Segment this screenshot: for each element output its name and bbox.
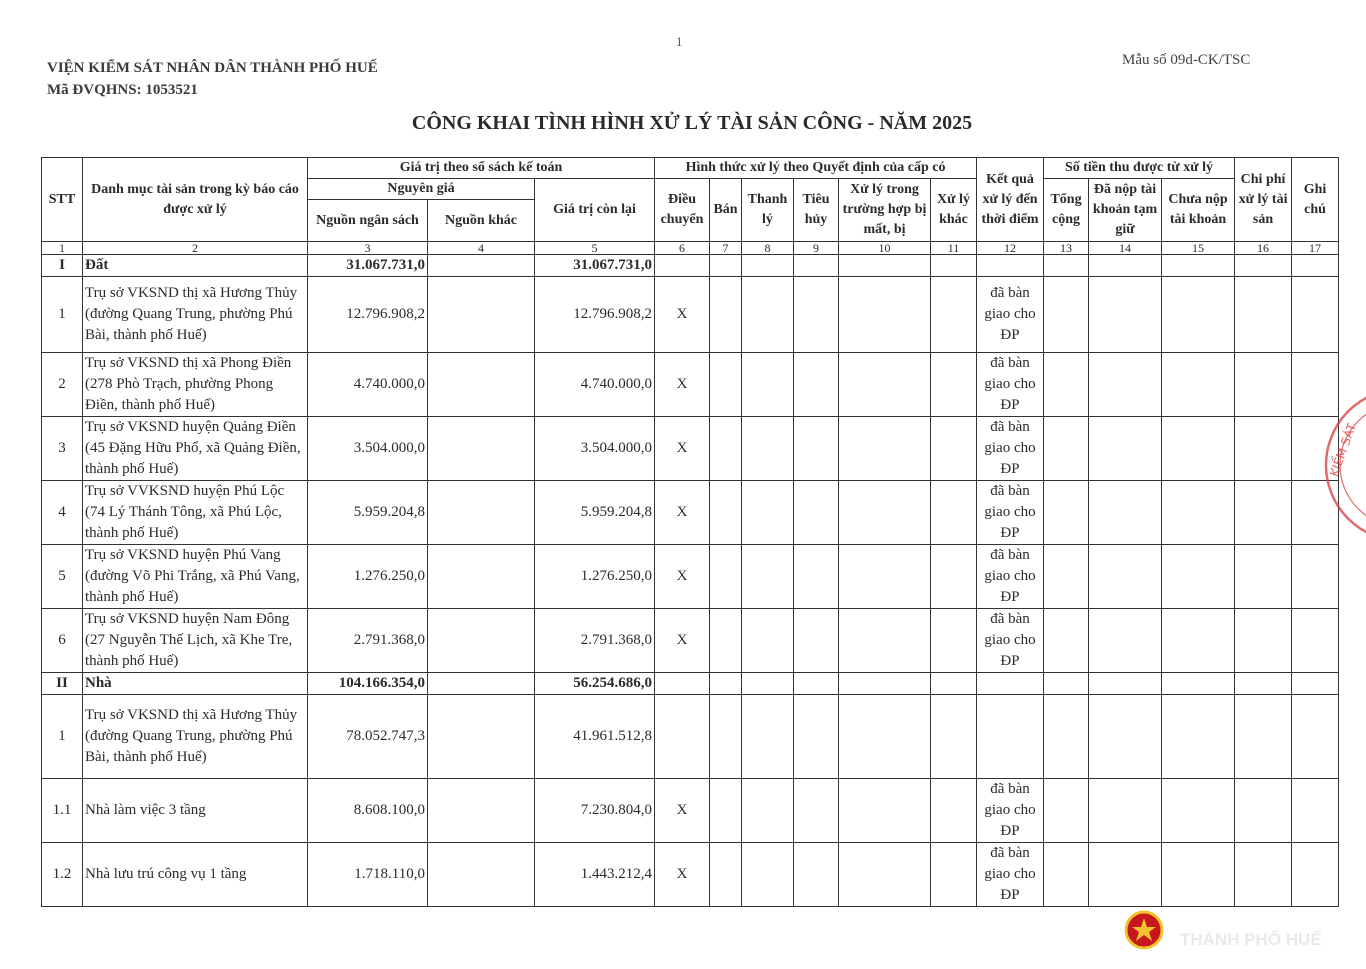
header-other-source: Nguồn khác bbox=[428, 200, 535, 242]
column-number: 11 bbox=[931, 242, 977, 255]
other-handling-cell bbox=[931, 695, 977, 779]
other-handling-cell bbox=[931, 673, 977, 695]
header-not-paid: Chưa nộp tài khoản bbox=[1162, 179, 1235, 242]
column-number: 17 bbox=[1292, 242, 1339, 255]
loss-cell bbox=[839, 779, 931, 843]
remaining-value-cell: 1.276.250,0 bbox=[535, 545, 655, 609]
header-destroy: Tiêu hủy bbox=[794, 179, 839, 242]
loss-cell bbox=[839, 277, 931, 353]
total-cell bbox=[1044, 417, 1089, 481]
cost-cell bbox=[1235, 779, 1292, 843]
remaining-value-cell: 56.254.686,0 bbox=[535, 673, 655, 695]
remaining-value-cell: 3.504.000,0 bbox=[535, 417, 655, 481]
result-cell: đã bàn giao cho ĐP bbox=[977, 779, 1044, 843]
asset-name-cell: Trụ sở VKSND huyện Quảng Điền (45 Đặng Hữu Phổ, xã Quảng Điền, thành phố Huế) bbox=[83, 417, 308, 481]
destroy-cell bbox=[794, 779, 839, 843]
sell-cell bbox=[710, 255, 742, 277]
column-number: 2 bbox=[83, 242, 308, 255]
header-remaining-value: Giá trị còn lại bbox=[535, 179, 655, 242]
asset-name-cell: Trụ sở VKSND huyện Phú Vang (đường Võ Phi Trắng, xã Phú Vang, thành phố Huế) bbox=[83, 545, 308, 609]
column-number: 1 bbox=[42, 242, 83, 255]
header-liquidate: Thanh lý bbox=[742, 179, 794, 242]
not-paid-cell bbox=[1162, 277, 1235, 353]
asset-name-cell: Trụ sở VVKSND huyện Phú Lộc (74 Lý Thánh Tông, xã Phú Lộc, thành phố Huế) bbox=[83, 481, 308, 545]
liquidate-cell bbox=[742, 481, 794, 545]
destroy-cell bbox=[794, 673, 839, 695]
stt-cell: 2 bbox=[42, 353, 83, 417]
column-number: 10 bbox=[839, 242, 931, 255]
not-paid-cell bbox=[1162, 695, 1235, 779]
budget-value-cell: 8.608.100,0 bbox=[308, 779, 428, 843]
asset-name-cell: Trụ sở VKSND thị xã Hương Thủy (đường Quang Trung, phường Phú Bài, thành phố Huế) bbox=[83, 277, 308, 353]
budget-value-cell: 1.718.110,0 bbox=[308, 843, 428, 907]
table-row bbox=[42, 353, 1339, 417]
other-handling-cell bbox=[931, 481, 977, 545]
liquidate-cell bbox=[742, 779, 794, 843]
not-paid-cell bbox=[1162, 353, 1235, 417]
sell-cell bbox=[710, 481, 742, 545]
remaining-value-cell: 1.443.212,4 bbox=[535, 843, 655, 907]
section-row bbox=[42, 255, 1339, 277]
header-paid-temp: Đã nộp tài khoản tạm giữ bbox=[1089, 179, 1162, 242]
result-cell: đã bàn giao cho ĐP bbox=[977, 609, 1044, 673]
liquidate-cell bbox=[742, 695, 794, 779]
asset-disposal-table bbox=[41, 157, 1339, 907]
result-cell: đã bàn giao cho ĐP bbox=[977, 545, 1044, 609]
section-row bbox=[42, 673, 1339, 695]
cost-cell bbox=[1235, 481, 1292, 545]
header-loss: Xử lý trong trường hợp bị mất, bị bbox=[839, 179, 931, 242]
paid-temp-cell bbox=[1089, 255, 1162, 277]
sell-cell bbox=[710, 673, 742, 695]
note-cell bbox=[1292, 255, 1339, 277]
not-paid-cell bbox=[1162, 609, 1235, 673]
remaining-value-cell: 12.796.908,2 bbox=[535, 277, 655, 353]
transfer-mark-cell: X bbox=[655, 843, 710, 907]
table-row bbox=[42, 695, 1339, 779]
stt-cell: 3 bbox=[42, 417, 83, 481]
other-handling-cell bbox=[931, 843, 977, 907]
not-paid-cell bbox=[1162, 779, 1235, 843]
total-cell bbox=[1044, 255, 1089, 277]
cost-cell bbox=[1235, 609, 1292, 673]
liquidate-cell bbox=[742, 609, 794, 673]
paid-temp-cell bbox=[1089, 277, 1162, 353]
asset-name-cell: Nhà lưu trú công vụ 1 tầng bbox=[83, 843, 308, 907]
other-source-cell bbox=[428, 673, 535, 695]
destroy-cell bbox=[794, 481, 839, 545]
column-number: 8 bbox=[742, 242, 794, 255]
sell-cell bbox=[710, 277, 742, 353]
transfer-mark-cell: X bbox=[655, 481, 710, 545]
other-source-cell bbox=[428, 695, 535, 779]
transfer-mark-cell bbox=[655, 255, 710, 277]
paid-temp-cell bbox=[1089, 545, 1162, 609]
header-handling-form: Hình thức xử lý theo Quyết định của cấp có bbox=[655, 158, 977, 179]
other-handling-cell bbox=[931, 609, 977, 673]
asset-name-cell: Trụ sở VKSND thị xã Phong Điền (278 Phò Trạch, phường Phong Điền, thành phố Huế) bbox=[83, 353, 308, 417]
destroy-cell bbox=[794, 255, 839, 277]
paid-temp-cell bbox=[1089, 417, 1162, 481]
transfer-mark-cell bbox=[655, 673, 710, 695]
header-total: Tổng cộng bbox=[1044, 179, 1089, 242]
not-paid-cell bbox=[1162, 673, 1235, 695]
other-source-cell bbox=[428, 417, 535, 481]
result-cell: đã bàn giao cho ĐP bbox=[977, 843, 1044, 907]
liquidate-cell bbox=[742, 255, 794, 277]
budget-value-cell: 3.504.000,0 bbox=[308, 417, 428, 481]
paid-temp-cell bbox=[1089, 353, 1162, 417]
liquidate-cell bbox=[742, 673, 794, 695]
loss-cell bbox=[839, 417, 931, 481]
note-cell bbox=[1292, 843, 1339, 907]
liquidate-cell bbox=[742, 353, 794, 417]
column-number: 15 bbox=[1162, 242, 1235, 255]
transfer-mark-cell: X bbox=[655, 545, 710, 609]
other-handling-cell bbox=[931, 779, 977, 843]
table-row bbox=[42, 481, 1339, 545]
stt-cell: 1 bbox=[42, 695, 83, 779]
not-paid-cell bbox=[1162, 255, 1235, 277]
transfer-mark-cell: X bbox=[655, 609, 710, 673]
total-cell bbox=[1044, 779, 1089, 843]
header-original-price: Nguyên giá bbox=[308, 179, 535, 200]
form-code: Mẫu số 09d-CK/TSC bbox=[1122, 52, 1251, 68]
cost-cell bbox=[1235, 277, 1292, 353]
asset-name-cell: Nhà bbox=[83, 673, 308, 695]
destroy-cell bbox=[794, 417, 839, 481]
cost-cell bbox=[1235, 417, 1292, 481]
note-cell bbox=[1292, 545, 1339, 609]
liquidate-cell bbox=[742, 277, 794, 353]
remaining-value-cell: 7.230.804,0 bbox=[535, 779, 655, 843]
result-cell: đã bàn giao cho ĐP bbox=[977, 277, 1044, 353]
total-cell bbox=[1044, 545, 1089, 609]
budget-value-cell: 5.959.204,8 bbox=[308, 481, 428, 545]
watermark-text: THÀNH PHỐ HUẾ bbox=[1180, 930, 1322, 949]
column-number: 16 bbox=[1235, 242, 1292, 255]
destroy-cell bbox=[794, 545, 839, 609]
budget-value-cell: 1.276.250,0 bbox=[308, 545, 428, 609]
total-cell bbox=[1044, 277, 1089, 353]
other-source-cell bbox=[428, 255, 535, 277]
other-source-cell bbox=[428, 779, 535, 843]
note-cell bbox=[1292, 779, 1339, 843]
header-stt: STT bbox=[42, 158, 83, 242]
budget-value-cell: 12.796.908,2 bbox=[308, 277, 428, 353]
table-row bbox=[42, 843, 1339, 907]
loss-cell bbox=[839, 695, 931, 779]
column-number: 6 bbox=[655, 242, 710, 255]
destroy-cell bbox=[794, 609, 839, 673]
result-cell bbox=[977, 255, 1044, 277]
note-cell bbox=[1292, 673, 1339, 695]
red-seal-stamp bbox=[1320, 380, 1366, 550]
sell-cell bbox=[710, 545, 742, 609]
table-row bbox=[42, 545, 1339, 609]
unit-code: Mã ĐVQHNS: 1053521 bbox=[47, 82, 198, 98]
liquidate-cell bbox=[742, 843, 794, 907]
column-number: 12 bbox=[977, 242, 1044, 255]
column-number: 4 bbox=[428, 242, 535, 255]
other-source-cell bbox=[428, 609, 535, 673]
loss-cell bbox=[839, 481, 931, 545]
other-source-cell bbox=[428, 843, 535, 907]
not-paid-cell bbox=[1162, 417, 1235, 481]
total-cell bbox=[1044, 353, 1089, 417]
result-cell bbox=[977, 695, 1044, 779]
note-cell bbox=[1292, 277, 1339, 353]
page-number: 1 bbox=[676, 34, 683, 49]
cost-cell bbox=[1235, 353, 1292, 417]
document-title: CÔNG KHAI TÌNH HÌNH XỬ LÝ TÀI SẢN CÔNG - NĂM 2025 bbox=[411, 112, 973, 134]
budget-value-cell: 31.067.731,0 bbox=[308, 255, 428, 277]
remaining-value-cell: 5.959.204,8 bbox=[535, 481, 655, 545]
total-cell bbox=[1044, 609, 1089, 673]
cost-cell bbox=[1235, 255, 1292, 277]
remaining-value-cell: 41.961.512,8 bbox=[535, 695, 655, 779]
paid-temp-cell bbox=[1089, 779, 1162, 843]
other-handling-cell bbox=[931, 277, 977, 353]
asset-name-cell: Trụ sở VKSND huyện Nam Đông (27 Nguyễn Thế Lịch, xã Khe Tre, thành phố Huế) bbox=[83, 609, 308, 673]
total-cell bbox=[1044, 481, 1089, 545]
budget-value-cell: 4.740.000,0 bbox=[308, 353, 428, 417]
other-source-cell bbox=[428, 353, 535, 417]
other-handling-cell bbox=[931, 353, 977, 417]
header-note: Ghi chú bbox=[1292, 158, 1339, 242]
note-cell bbox=[1292, 695, 1339, 779]
budget-value-cell: 78.052.747,3 bbox=[308, 695, 428, 779]
loss-cell bbox=[839, 353, 931, 417]
cost-cell bbox=[1235, 843, 1292, 907]
liquidate-cell bbox=[742, 545, 794, 609]
other-handling-cell bbox=[931, 545, 977, 609]
sell-cell bbox=[710, 609, 742, 673]
column-number: 7 bbox=[710, 242, 742, 255]
header-cost: Chi phí xử lý tài sản bbox=[1235, 158, 1292, 242]
header-transfer: Điều chuyển bbox=[655, 179, 710, 242]
note-cell bbox=[1292, 609, 1339, 673]
table-row bbox=[42, 417, 1339, 481]
stt-cell: 1 bbox=[42, 277, 83, 353]
destroy-cell bbox=[794, 277, 839, 353]
sell-cell bbox=[710, 353, 742, 417]
header-result: Kết quả xử lý đến thời điểm bbox=[977, 158, 1044, 242]
cost-cell bbox=[1235, 695, 1292, 779]
stt-cell: 1.2 bbox=[42, 843, 83, 907]
sell-cell bbox=[710, 695, 742, 779]
loss-cell bbox=[839, 673, 931, 695]
header-budget-source: Nguồn ngân sách bbox=[308, 200, 428, 242]
remaining-value-cell: 2.791.368,0 bbox=[535, 609, 655, 673]
other-source-cell bbox=[428, 545, 535, 609]
sell-cell bbox=[710, 417, 742, 481]
result-cell: đã bàn giao cho ĐP bbox=[977, 353, 1044, 417]
transfer-mark-cell: X bbox=[655, 417, 710, 481]
liquidate-cell bbox=[742, 417, 794, 481]
svg-text:KIỂM SÁT: KIỂM SÁT bbox=[1326, 421, 1360, 479]
column-number: 14 bbox=[1089, 242, 1162, 255]
table-row bbox=[42, 779, 1339, 843]
stt-cell: I bbox=[42, 255, 83, 277]
column-number: 5 bbox=[535, 242, 655, 255]
header-other-handling: Xử lý khác bbox=[931, 179, 977, 242]
result-cell: đã bàn giao cho ĐP bbox=[977, 481, 1044, 545]
total-cell bbox=[1044, 673, 1089, 695]
transfer-mark-cell: X bbox=[655, 277, 710, 353]
asset-name-cell: Nhà làm việc 3 tầng bbox=[83, 779, 308, 843]
stt-cell: 5 bbox=[42, 545, 83, 609]
header-book-value: Giá trị theo sổ sách kế toán bbox=[308, 158, 655, 179]
paid-temp-cell bbox=[1089, 695, 1162, 779]
asset-name-cell: Đất bbox=[83, 255, 308, 277]
stt-cell: 6 bbox=[42, 609, 83, 673]
destroy-cell bbox=[794, 353, 839, 417]
loss-cell bbox=[839, 255, 931, 277]
other-source-cell bbox=[428, 277, 535, 353]
loss-cell bbox=[839, 545, 931, 609]
transfer-mark-cell: X bbox=[655, 353, 710, 417]
table-row bbox=[42, 277, 1339, 353]
remaining-value-cell: 4.740.000,0 bbox=[535, 353, 655, 417]
total-cell bbox=[1044, 843, 1089, 907]
stt-cell: II bbox=[42, 673, 83, 695]
transfer-mark-cell: X bbox=[655, 779, 710, 843]
transfer-mark-cell bbox=[655, 695, 710, 779]
header-asset-list: Danh mục tài sản trong kỳ báo cáo được xử lý bbox=[83, 158, 308, 242]
sell-cell bbox=[710, 779, 742, 843]
national-emblem-icon bbox=[1124, 910, 1164, 950]
paid-temp-cell bbox=[1089, 843, 1162, 907]
column-number: 9 bbox=[794, 242, 839, 255]
table-row bbox=[42, 609, 1339, 673]
not-paid-cell bbox=[1162, 481, 1235, 545]
budget-value-cell: 2.791.368,0 bbox=[308, 609, 428, 673]
other-source-cell bbox=[428, 481, 535, 545]
column-number-row bbox=[42, 242, 1339, 255]
result-cell bbox=[977, 673, 1044, 695]
header-sell: Bán bbox=[710, 179, 742, 242]
loss-cell bbox=[839, 843, 931, 907]
asset-name-cell: Trụ sở VKSND thị xã Hương Thủy (đường Quang Trung, phường Phú Bài, thành phố Huế) bbox=[83, 695, 308, 779]
stt-cell: 4 bbox=[42, 481, 83, 545]
other-handling-cell bbox=[931, 255, 977, 277]
other-handling-cell bbox=[931, 417, 977, 481]
not-paid-cell bbox=[1162, 545, 1235, 609]
paid-temp-cell bbox=[1089, 673, 1162, 695]
stt-cell: 1.1 bbox=[42, 779, 83, 843]
column-number: 3 bbox=[308, 242, 428, 255]
not-paid-cell bbox=[1162, 843, 1235, 907]
budget-value-cell: 104.166.354,0 bbox=[308, 673, 428, 695]
result-cell: đã bàn giao cho ĐP bbox=[977, 417, 1044, 481]
header-revenue: Số tiền thu được từ xử lý bbox=[1044, 158, 1235, 179]
loss-cell bbox=[839, 609, 931, 673]
destroy-cell bbox=[794, 843, 839, 907]
remaining-value-cell: 31.067.731,0 bbox=[535, 255, 655, 277]
destroy-cell bbox=[794, 695, 839, 779]
organization-name: VIỆN KIỂM SÁT NHÂN DÂN THÀNH PHỐ HUẾ bbox=[47, 60, 378, 76]
paid-temp-cell bbox=[1089, 481, 1162, 545]
paid-temp-cell bbox=[1089, 609, 1162, 673]
column-number: 13 bbox=[1044, 242, 1089, 255]
total-cell bbox=[1044, 695, 1089, 779]
cost-cell bbox=[1235, 673, 1292, 695]
cost-cell bbox=[1235, 545, 1292, 609]
sell-cell bbox=[710, 843, 742, 907]
